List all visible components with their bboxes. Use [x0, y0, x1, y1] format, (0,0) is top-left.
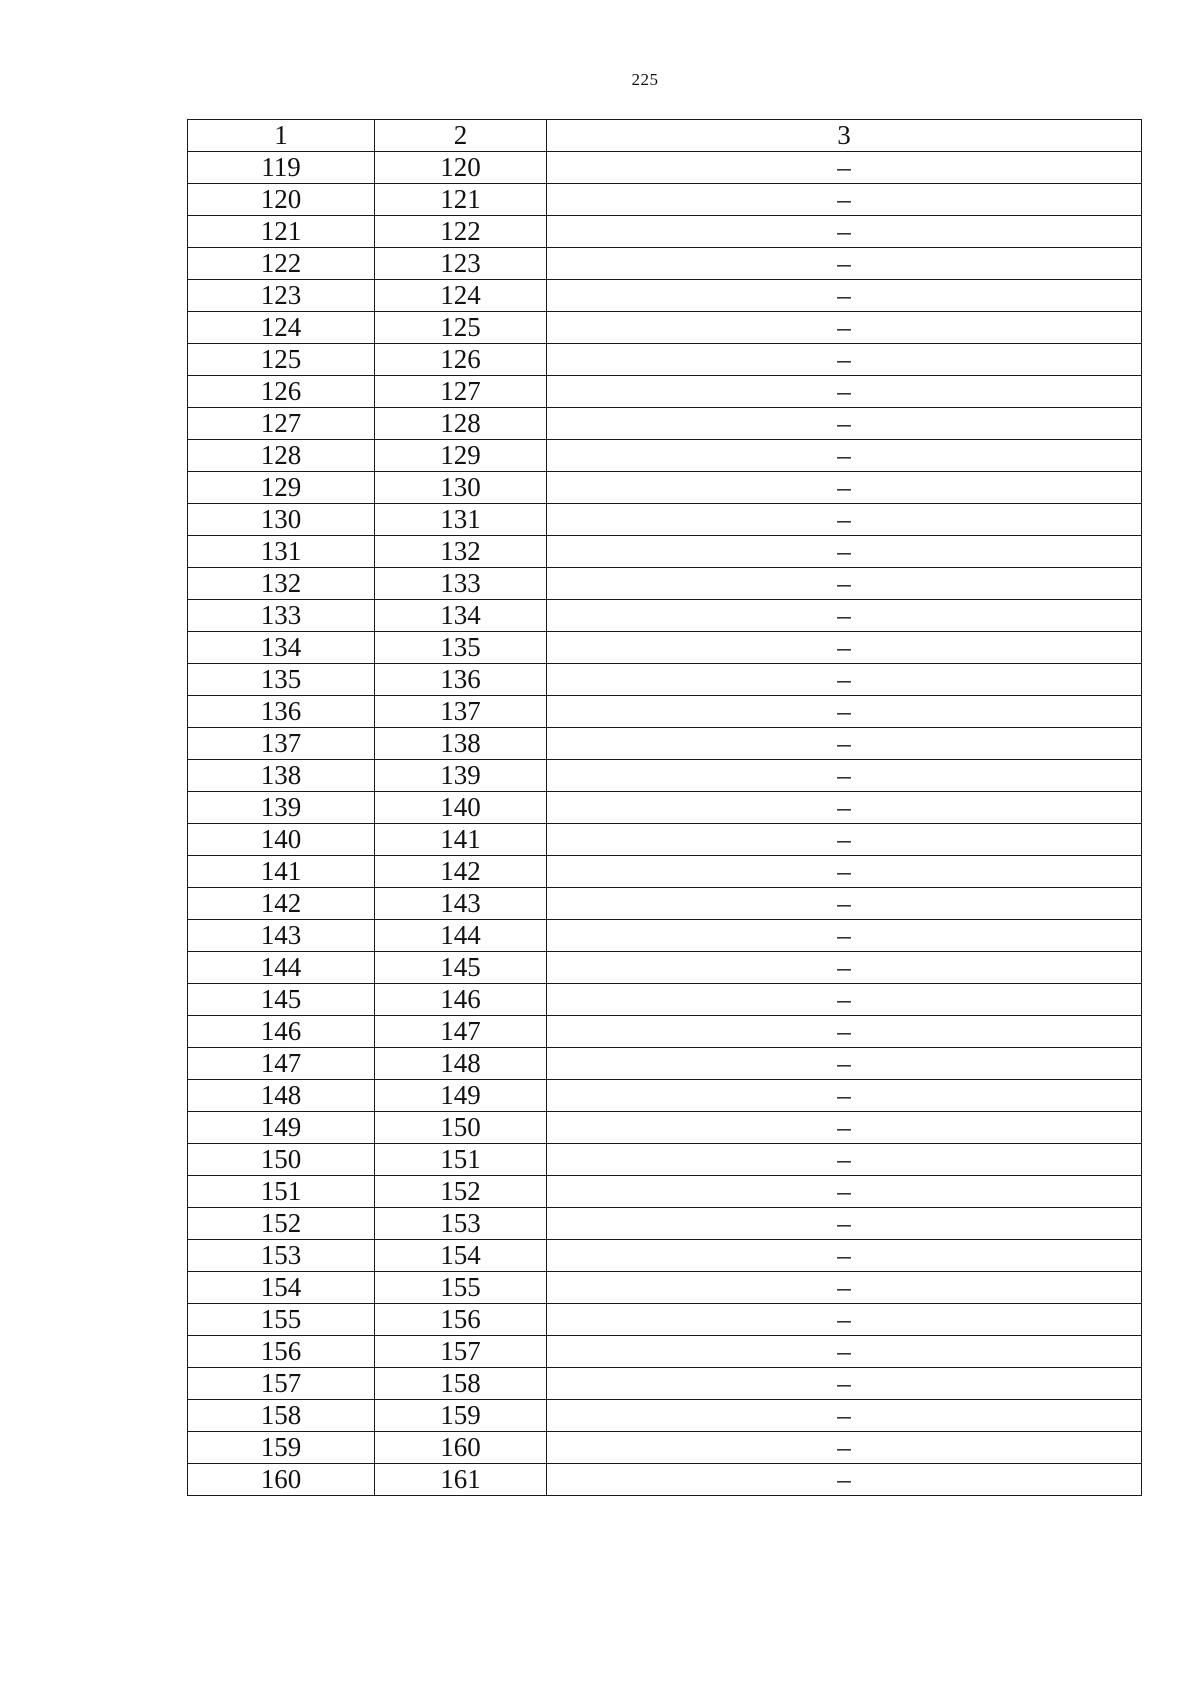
- table-cell-col-1: 139: [188, 792, 375, 824]
- table-cell-col-2: 156: [375, 1304, 547, 1336]
- table-cell-col-1: 135: [188, 664, 375, 696]
- table-row: [188, 760, 1142, 792]
- table-row: [188, 1336, 1142, 1368]
- table-cell-col-2: 123: [375, 248, 547, 280]
- table-cell-col-3: –: [547, 1432, 1142, 1464]
- table-row: [188, 1432, 1142, 1464]
- table-cell-col-2: 144: [375, 920, 547, 952]
- table-cell-col-1: 133: [188, 600, 375, 632]
- table-cell-col-1: 155: [188, 1304, 375, 1336]
- table-cell-col-2: 148: [375, 1048, 547, 1080]
- table-cell-col-2: 138: [375, 728, 547, 760]
- table-cell-col-1: 154: [188, 1272, 375, 1304]
- table-body: [188, 120, 1142, 1496]
- table-cell-col-1: 126: [188, 376, 375, 408]
- table-cell-col-2: 142: [375, 856, 547, 888]
- table-row: [188, 248, 1142, 280]
- table-cell-col-2: 130: [375, 472, 547, 504]
- table-cell-col-1: 143: [188, 920, 375, 952]
- data-table: [187, 119, 1142, 1496]
- table-cell-col-1: 148: [188, 1080, 375, 1112]
- table-row: [188, 728, 1142, 760]
- page-number: 225: [631, 70, 659, 89]
- table-cell-col-3: –: [547, 472, 1142, 504]
- header-cell-col-2: 2: [375, 120, 547, 152]
- table-cell-col-2: 137: [375, 696, 547, 728]
- table-cell-col-2: 147: [375, 1016, 547, 1048]
- table-cell-col-1: 120: [188, 184, 375, 216]
- table-cell-col-1: 160: [188, 1464, 375, 1496]
- table-cell-col-1: 122: [188, 248, 375, 280]
- table-cell-col-1: 158: [188, 1400, 375, 1432]
- table-cell-col-3: –: [547, 664, 1142, 696]
- table-cell-col-1: 131: [188, 536, 375, 568]
- table-cell-col-2: 152: [375, 1176, 547, 1208]
- table-row: [188, 312, 1142, 344]
- table-cell-col-1: 136: [188, 696, 375, 728]
- table-cell-col-3: –: [547, 728, 1142, 760]
- table-cell-col-2: 140: [375, 792, 547, 824]
- table-cell-col-3: –: [547, 280, 1142, 312]
- table-cell-col-3: –: [547, 344, 1142, 376]
- table-cell-col-2: 154: [375, 1240, 547, 1272]
- table-row: [188, 152, 1142, 184]
- table-cell-col-2: 151: [375, 1144, 547, 1176]
- table-cell-col-3: –: [547, 1176, 1142, 1208]
- table-cell-col-1: 130: [188, 504, 375, 536]
- table-cell-col-1: 140: [188, 824, 375, 856]
- table-cell-col-1: 145: [188, 984, 375, 1016]
- header-cell-col-1: 1: [188, 120, 375, 152]
- table-cell-col-2: 122: [375, 216, 547, 248]
- table-cell-col-3: –: [547, 408, 1142, 440]
- table-cell-col-1: 124: [188, 312, 375, 344]
- table-row: [188, 1208, 1142, 1240]
- table-cell-col-2: 161: [375, 1464, 547, 1496]
- table-row: [188, 1112, 1142, 1144]
- table-cell-col-1: 121: [188, 216, 375, 248]
- table-cell-col-3: –: [547, 1240, 1142, 1272]
- table-cell-col-3: –: [547, 376, 1142, 408]
- table-cell-col-3: –: [547, 1144, 1142, 1176]
- table-row: [188, 1016, 1142, 1048]
- table-cell-col-1: 125: [188, 344, 375, 376]
- table-row: [188, 280, 1142, 312]
- table-cell-col-2: 155: [375, 1272, 547, 1304]
- table-cell-col-2: 124: [375, 280, 547, 312]
- table-header-row: [188, 120, 1142, 152]
- table-cell-col-3: –: [547, 536, 1142, 568]
- table-row: [188, 1048, 1142, 1080]
- table-cell-col-3: –: [547, 792, 1142, 824]
- table-cell-col-3: –: [547, 1112, 1142, 1144]
- table-cell-col-1: 150: [188, 1144, 375, 1176]
- table-row: [188, 984, 1142, 1016]
- table-cell-col-3: –: [547, 920, 1142, 952]
- table-cell-col-2: 120: [375, 152, 547, 184]
- table-cell-col-3: –: [547, 856, 1142, 888]
- table-cell-col-1: 146: [188, 1016, 375, 1048]
- table-cell-col-2: 157: [375, 1336, 547, 1368]
- table-row: [188, 184, 1142, 216]
- table-cell-col-3: –: [547, 184, 1142, 216]
- table-cell-col-2: 149: [375, 1080, 547, 1112]
- header-cell-col-3: 3: [547, 120, 1142, 152]
- table-cell-col-3: –: [547, 1400, 1142, 1432]
- table-row: [188, 504, 1142, 536]
- table-cell-col-1: 119: [188, 152, 375, 184]
- table-cell-col-2: 158: [375, 1368, 547, 1400]
- table-cell-col-3: –: [547, 440, 1142, 472]
- table-cell-col-1: 134: [188, 632, 375, 664]
- table-row: [188, 1272, 1142, 1304]
- table-cell-col-3: –: [547, 632, 1142, 664]
- table-cell-col-3: –: [547, 1208, 1142, 1240]
- table-cell-col-1: 153: [188, 1240, 375, 1272]
- table-row: [188, 376, 1142, 408]
- table-cell-col-3: –: [547, 760, 1142, 792]
- table-row: [188, 920, 1142, 952]
- table-cell-col-2: 141: [375, 824, 547, 856]
- table-cell-col-3: –: [547, 504, 1142, 536]
- table-cell-col-3: –: [547, 1368, 1142, 1400]
- table-row: [188, 1144, 1142, 1176]
- table-cell-col-3: –: [547, 1016, 1142, 1048]
- table-row: [188, 1080, 1142, 1112]
- table-cell-col-2: 125: [375, 312, 547, 344]
- table-cell-col-1: 138: [188, 760, 375, 792]
- table-cell-col-2: 129: [375, 440, 547, 472]
- table-cell-col-1: 152: [188, 1208, 375, 1240]
- table-cell-col-2: 126: [375, 344, 547, 376]
- table-cell-col-1: 151: [188, 1176, 375, 1208]
- table-cell-col-2: 146: [375, 984, 547, 1016]
- table-cell-col-2: 135: [375, 632, 547, 664]
- table-cell-col-3: –: [547, 152, 1142, 184]
- table-row: [188, 888, 1142, 920]
- table-cell-col-3: –: [547, 1048, 1142, 1080]
- table-row: [188, 696, 1142, 728]
- table-cell-col-2: 139: [375, 760, 547, 792]
- table-cell-col-2: 131: [375, 504, 547, 536]
- table-cell-col-2: 160: [375, 1432, 547, 1464]
- table-row: [188, 824, 1142, 856]
- table-cell-col-2: 136: [375, 664, 547, 696]
- table-cell-col-2: 143: [375, 888, 547, 920]
- table-row: [188, 1400, 1142, 1432]
- table-cell-col-2: 127: [375, 376, 547, 408]
- table-cell-col-2: 132: [375, 536, 547, 568]
- table-cell-col-3: –: [547, 248, 1142, 280]
- table-row: [188, 1304, 1142, 1336]
- table-cell-col-2: 134: [375, 600, 547, 632]
- table-cell-col-2: 153: [375, 1208, 547, 1240]
- table-row: [188, 1368, 1142, 1400]
- table-cell-col-3: –: [547, 1336, 1142, 1368]
- table-cell-col-1: 147: [188, 1048, 375, 1080]
- table-cell-col-3: –: [547, 1304, 1142, 1336]
- table-cell-col-1: 123: [188, 280, 375, 312]
- table-row: [188, 792, 1142, 824]
- table-row: [188, 1240, 1142, 1272]
- table-cell-col-2: 150: [375, 1112, 547, 1144]
- table-cell-col-1: 144: [188, 952, 375, 984]
- table-cell-col-1: 159: [188, 1432, 375, 1464]
- table-cell-col-3: –: [547, 1080, 1142, 1112]
- table-cell-col-3: –: [547, 952, 1142, 984]
- table-cell-col-3: –: [547, 888, 1142, 920]
- table-row: [188, 856, 1142, 888]
- table-row: [188, 1464, 1142, 1496]
- table-cell-col-3: –: [547, 984, 1142, 1016]
- table-cell-col-1: 132: [188, 568, 375, 600]
- table-cell-col-3: –: [547, 312, 1142, 344]
- table-cell-col-1: 141: [188, 856, 375, 888]
- table-row: [188, 952, 1142, 984]
- table-cell-col-1: 157: [188, 1368, 375, 1400]
- table-row: [188, 664, 1142, 696]
- table-cell-col-1: 129: [188, 472, 375, 504]
- table-cell-col-2: 159: [375, 1400, 547, 1432]
- table-row: [188, 344, 1142, 376]
- table-cell-col-3: –: [547, 696, 1142, 728]
- table-cell-col-3: –: [547, 600, 1142, 632]
- table-row: [188, 632, 1142, 664]
- table-row: [188, 536, 1142, 568]
- table-cell-col-2: 133: [375, 568, 547, 600]
- table-cell-col-2: 121: [375, 184, 547, 216]
- table-cell-col-1: 128: [188, 440, 375, 472]
- table-cell-col-3: –: [547, 1272, 1142, 1304]
- table-cell-col-3: –: [547, 1464, 1142, 1496]
- table-cell-col-3: –: [547, 216, 1142, 248]
- table-cell-col-2: 128: [375, 408, 547, 440]
- table-cell-col-1: 137: [188, 728, 375, 760]
- table-cell-col-3: –: [547, 568, 1142, 600]
- table-cell-col-1: 156: [188, 1336, 375, 1368]
- table-cell-col-1: 149: [188, 1112, 375, 1144]
- table-row: [188, 216, 1142, 248]
- table-cell-col-1: 127: [188, 408, 375, 440]
- table-row: [188, 600, 1142, 632]
- table-row: [188, 568, 1142, 600]
- table-cell-col-2: 145: [375, 952, 547, 984]
- table-row: [188, 440, 1142, 472]
- table-row: [188, 408, 1142, 440]
- table-cell-col-1: 142: [188, 888, 375, 920]
- table-row: [188, 472, 1142, 504]
- table-row: [188, 1176, 1142, 1208]
- table-cell-col-3: –: [547, 824, 1142, 856]
